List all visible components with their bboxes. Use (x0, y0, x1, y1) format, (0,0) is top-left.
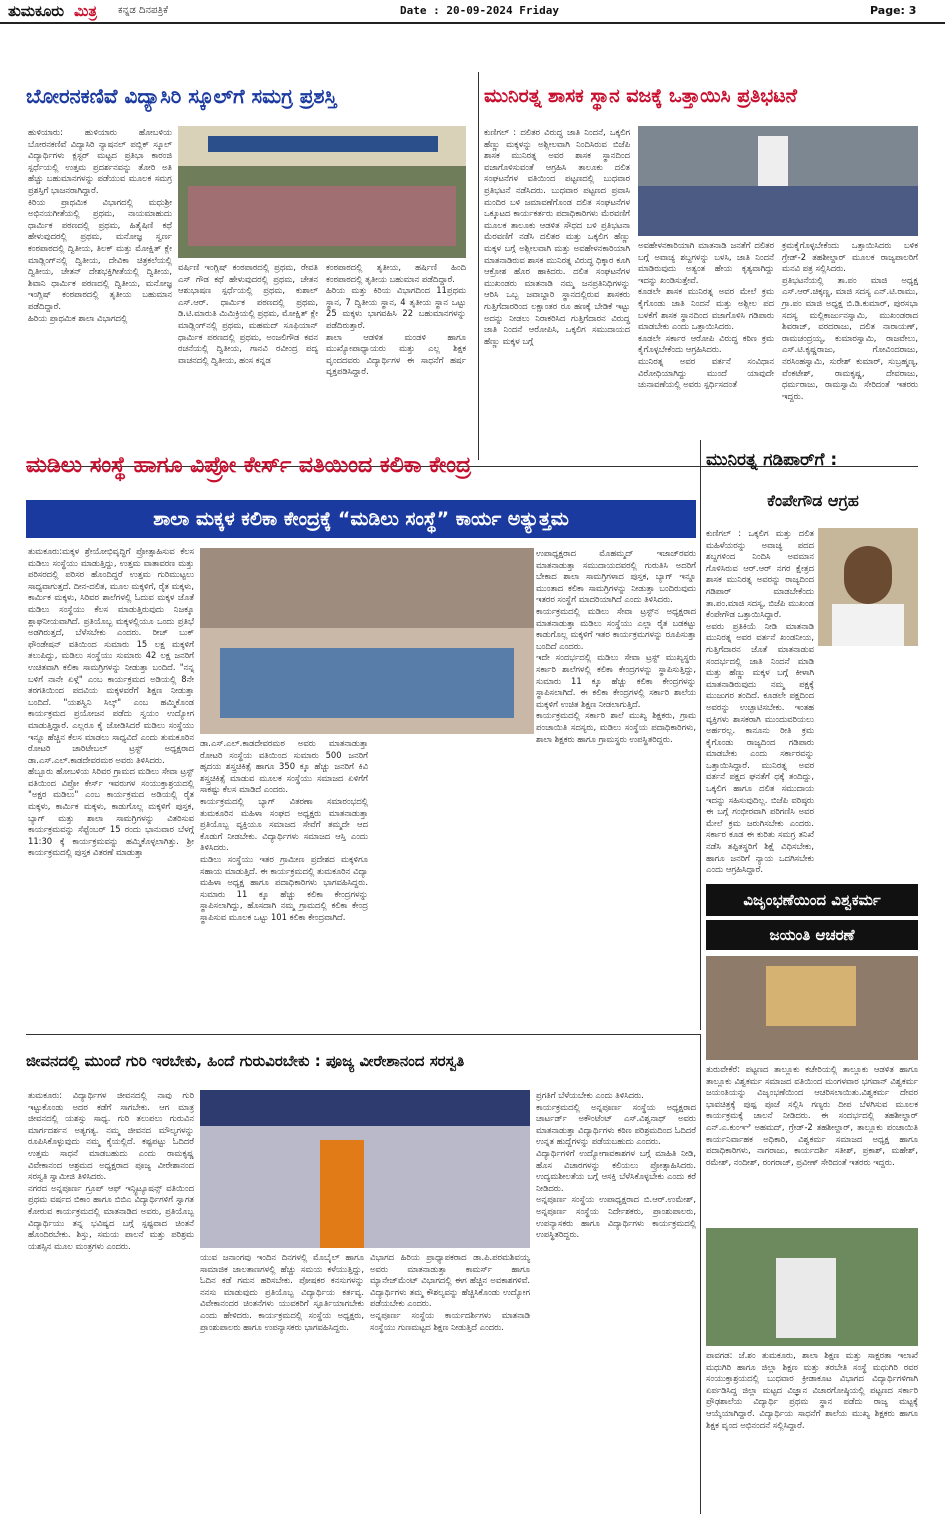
story1-headline: ಬೋರನಕಣಿವೆ ವಿದ್ಯಾಸಿರಿ ಸ್ಕೂಲ್‌ಗೆ ಸಮಗ್ರ ಪ್ರಶಸ್ತಿ (26, 84, 337, 108)
story7-headline: ಜೀವನದಲ್ಲಿ ಮುಂದೆ ಗುರಿ ಇರಬೇಕು, ಹಿಂದೆ ಗುರುವಿರಬೇಕು : ಪೂಜ್ಯ ವೀರೇಶಾನಂದ ಸರಸ್ವತಿ (26, 1052, 465, 1070)
story6-photo (706, 1228, 918, 1346)
story1-col2: ವರ್ಷಿಣಿ ಇಂಗ್ಲಿಷ್ ಕಂಠಪಾಠದಲ್ಲಿ ಪ್ರಥಮ, ರೇವತಿ ಎಸ್ ಗೌಡ ಕಥೆ ಹೇಳುವುದರಲ್ಲಿ ಪ್ರಥಮ, ಚೇತನ ಆಶುಭಾಷಣ ಸ್ಪರ್ಧೆಯಲ್ಲಿ ಪ್ರಥಮ, ಕುಶಾಲ್ ಎಸ್.ಆರ್. ಧಾರ್ಮಿಕ ಪಠಣದಲ್ಲಿ ಪ್ರಥಮ, ಡಿ.ಟಿ.ಮಾರುತಿ ಮಿಮಿಕ್ರಿಯಲ್ಲಿ ಪ್ರಥಮ, ಮೋಕ್ಷಿತ್ ಕ್ಲೇ ಮಾಡ್ಲಿಂಗ್‌ನಲ್ಲಿ ಪ್ರಥಮ, ಮಹಮದ್ ಸೂಫಿಯಾನ್ ಧಾರ್ಮಿಕ ಪಠಣದಲ್ಲಿ ಪ್ರಥಮ, ಅಂಜಲಿಗೌಡ ಕವನ ರಚನೆಯಲ್ಲಿ ದ್ವಿತೀಯ, ಗಾನವಿ ರವೀಂದ್ರ ಪದ್ಯ ವಾಚನದಲ್ಲಿ ದ್ವಿತೀಯ, ಹಂಸ ಕನ್ನಡ (178, 262, 321, 365)
story3-col1: ತುಮಕೂರು:ಮಕ್ಕಳ ಶ್ರೇಯೋಭಿವೃದ್ಧಿಗೆ ಪ್ರೋತ್ಸಾಹಿಸುವ ಕೆಲಸ ಮಡಿಲು ಸಂಸ್ಥೆಯು ಮಾಡುತ್ತಿದ್ದು, ಉತ್ತಮ ವಾತಾವರಣ ಮತ್ತು ಪರಿಸರದಲ್ಲಿ ಪರಿಸರ ಹೊಂದಿದ್ದರೆ ಉತ್ತಮ ಗುರಿಮುಟ್ಟಲು ಸಾಧ್ಯವಾಗುತ್ತದೆ. ದೀನ-ದಲಿತ, ಮೂಲ ಮಕ್ಕಳಿಗೆ, ರೈತ ಮಕ್ಕಳು, ಕಾರ್ಮಿಕ ಮಕ್ಕಳು, ಸಿರಿವರ ಶಾಲೆಗಳಲ್ಲಿ ಓದುವ ಮಕ್ಕಳ ಜೊತೆ ಮಡಿಲು ಸಂಸ್ಥೆಯು ಕೆಲಸ ಮಾಡುತ್ತಿರುವುದು ನಿಜಕ್ಕೂ ಶ್ಲಾಘನೀಯವಾಗಿದೆ. ಪ್ರತಿಯೊಬ್ಬ ಮಕ್ಕಳಲ್ಲಿಯೂ ಒಂದು ಪ್ರತಿಭೆ ಅಡಗಿರುತ್ತದೆ, ಬೆಳೆಸಬೇಕು ಎಂದರು. ರೀಚ್ ಬುಕ್ ಫೌಂಡೇಷನ್ ವತಿಯಿಂದ ಸುಮಾರು 15 ಲಕ್ಷ ಮಕ್ಕಳಿಗೆ ತಲುಪಿದ್ದು, ಮಡಿಲು ಸಂಸ್ಥೆಯು ಸುಮಾರು 42 ಲಕ್ಷ ಜನರಿಗೆ ಉಚಿತವಾಗಿ ಕಲಿಕಾ ಸಾಮಗ್ರಿಗಳನ್ನು ನೀಡುತ್ತಾ ಬಂದಿದೆ. "ನನ್ನ ಬಳಿಗೆ ನಾನೇ ಏಳ್ಗೆ" ಎಂಬ ಕಾರ್ಯಕ್ರಮದ ಅಡಿಯಲ್ಲಿ 8ನೇ ತರಗತಿಯಿಂದ ಪದವಿಯ ಮಕ್ಕಳವರೆಗೆ ಶಿಕ್ಷಣ ನೀಡುತ್ತಾ ಬಂದಿದೆ. "ಯಶಸ್ವಿನಿ ಸಿಲ್ಕ್" ಎಂಬ ಹಮ್ಮಿಕೊಂಡ ಕಾರ್ಯಕ್ರಮದ ಪ್ರಯೋಜನ ಪಡೆದು ಸ್ವಯಂ ಉದ್ಯೋಗ ಮಾಡುತ್ತಿದ್ದಾರೆ. ಎಲ್ಲರೂ ಕೈ ಜೋಡಿಸಿದರೆ ಮಡಿಲು ಸಂಸ್ಥೆಯು ಇನ್ನೂ ಹೆಚ್ಚಿನ ಕೆಲಸ ಮಾಡಲು ಸಾಧ್ಯವಿದೆ ಎಂದು ತುಮಕೂರಿನ ರೋಟರಿ ಚಾರಿಟೇಬಲ್ ಟ್ರಸ್ಟ್ ಅಧ್ಯಕ್ಷರಾದ ಡಾ.ಎಸ್.ಎಲ್.ಕಾಡದೇವರಮಠ ಅವರು ತಿಳಿಸಿದರು. ಹೆಬ್ಬೂರು ಹೋಬಳಿಯ ಸಿರಿವರ ಗ್ರಾಮದ ಮಡಿಲು ಸೇವಾ ಟ್ರಸ್ಟ್ ವತಿಯಿಂದ ವಿಪ್ರೋ ಕೇರ್ಸ್ ಇವರುಗಳ ಸಂಯುಕ್ತಾಶ್ರಯದಲ್ಲಿ "ಅಕ್ಷರ ಮಡಿಲು" ಎಂಬ ಕಾರ್ಯಕ್ರಮದ ಅಡಿಯಲ್ಲಿ ರೈತ ಮಕ್ಕಳು, ಕಾರ್ಮಿಕ ಮಕ್ಕಳು, ಕಾಡುಗೊಲ್ಲ ಮಕ್ಕಳಿಗೆ ಪುಸ್ತಕ, ಬ್ಯಾಗ್ ಮತ್ತು ಶಾಲಾ ಸಾಮಗ್ರಿಗಳನ್ನು ವಿತರಿಸುವ ಕಾರ್ಯಕ್ರಮವನ್ನು ಸೆಪ್ಟೆಂಬರ್ 15 ರಂದು ಭಾನುವಾರ ಬೆಳಗ್ಗೆ 11:30 ಕ್ಕೆ ಕಾರ್ಯಕ್ರಮವನ್ನು ಹಮ್ಮಿಕೊಳ್ಳಲಾಗಿತ್ತು. ಶ್ರೀ ಕಾರ್ಯಕ್ರಮದಲ್ಲಿ ಪುಸ್ತಕ ವಿತರಣೆ ಮಾಡುತ್ತಾ (28, 546, 194, 858)
masthead-rule (0, 22, 945, 24)
masthead-name: ತುಮಕೂರು (8, 2, 65, 20)
masthead (0, 0, 945, 22)
story2-headline: ಮುನಿರತ್ನ ಶಾಸಕ ಸ್ಥಾನ ವಜಕ್ಕೆ ಒತ್ತಾಯಿಸಿ ಪ್ರತಿಭಟನೆ (484, 85, 798, 107)
story1-col1: ಹುಳಿಯಾರು: ಹುಳಿಯಾರು ಹೋಬಳಿಯ ಬೋರನಕಣಿವೆ ವಿದ್ಯಾಸಿರಿ ನ್ಯಾಷನಲ್ ಪಬ್ಲಿಕ್ ಸ್ಕೂಲ್ ವಿದ್ಯಾರ್ಥಿಗಳು ಕ್ಲಸ್ಟರ್ ಮಟ್ಟದ ಪ್ರತಿಭಾ ಕಾರಂಜಿ ಸ್ಪರ್ಧೆಯಲ್ಲಿ ಉತ್ತಮ ಪ್ರದರ್ಶನವನ್ನು ತೋರಿ ಅತಿ ಹೆಚ್ಚು ಬಹುಮಾನಗಳನ್ನು ಪಡೆಯುವ ಮೂಲಕ ಸಮಗ್ರ ಪ್ರಶಸ್ತಿಗೆ ಭಾಜನರಾಗಿದ್ದಾರೆ. ಕಿರಿಯ ಪ್ರಾಥಮಿಕ ವಿಭಾಗದಲ್ಲಿ ಮಧುಶ್ರೀ ಅಭಿನಯಗೀತೆಯಲ್ಲಿ ಪ್ರಥಮ, ನಾಯಮಾಹುದು ಧಾರ್ಮಿಕ ಪಠಣದಲ್ಲಿ ಪ್ರಥಮ, ಹಿತೈಷಿಣಿ ಕಥೆ ಹೇಳುವುದರಲ್ಲಿ ಪ್ರಥಮ, ಮನೋಜ್ಞ ಸ್ವರ್ಣ ಕಂಠಪಾಠದಲ್ಲಿ ದ್ವಿತೀಯ, ತಿಲಕ್ ಮತ್ತು ಮೋಕ್ಷಿತ್ ಕ್ಲೇ ಮಾಡ್ಲಿಂಗ್‌ನಲ್ಲಿ ದ್ವಿತೀಯ, ದೇವಿಕಾ ಚಿತ್ರಕಲೆಯಲ್ಲಿ ದ್ವಿತೀಯ, ಚೇತನ್ ದೇಶಭಕ್ತಿಗೀತೆಯಲ್ಲಿ ದ್ವಿತೀಯ, ಶಿವಾನಿ ಧಾರ್ಮಿಕ ಪಠಣದಲ್ಲಿ ದ್ವಿತೀಯ, ಮನೋಜ್ಞ ಇಂಗ್ಲಿಷ್ ಕಂಠಪಾಠದಲ್ಲಿ ತೃತೀಯ ಬಹುಮಾನ ಪಡೆದಿದ್ದಾರೆ. ಹಿರಿಯ ಪ್ರಾಥಮಿಕ ಶಾಲಾ ವಿಭಾಗದಲ್ಲಿ (28, 127, 172, 323)
story7-col3: ವಿಭಾಗದ ಹಿರಿಯ ಪ್ರಾಧ್ಯಾಪಕರಾದ ಡಾ.ಪಿ.ಪರಮಶಿವಯ್ಯ ಅವರು ಮಾತನಾಡುತ್ತಾ ಕಾಮರ್ಸ್ ಹಾಗೂ ಮ್ಯಾನೇಜ್‌ಮೆಂಟ್ ವಿಭಾಗದಲ್ಲಿ ಈಗ ಹೆಚ್ಚಿನ ಅವಕಾಶಗಳಿವೆ. ವಿದ್ಯಾರ್ಥಿಗಳು ತಮ್ಮ ಕೌಶಲ್ಯವನ್ನು ಹೆಚ್ಚಿಸಿಕೊಂಡು ಉದ್ಯೋಗ ಪಡೆಯಬೇಕು ಎಂದರು. ಅನ್ನಪೂರ್ಣ ಸಂಸ್ಥೆಯ ಕಾರ್ಯದರ್ಶಿಗಳು ಮಾತನಾಡಿ ಸಂಸ್ಥೆಯು ಗುಣಮಟ್ಟದ ಶಿಕ್ಷಣ ನೀಡುತ್ತಿದೆ ಎಂದರು. (370, 1252, 530, 1332)
story5-headline1: ವಿಜೃಂಭಣೆಯಿಂದ ವಿಶ್ವಕರ್ಮ (706, 884, 918, 916)
story2-col3: ಕ್ರಮಕೈಗೊಳ್ಳಬೇಕೆಂದು ಒತ್ತಾಯಿಸಿದರು ಬಳಿಕ ಗ್ರೇಡ್-2 ತಹಶೀಲ್ದಾರ್ ಮೂಲಕ ರಾಜ್ಯಪಾಲರಿಗೆ ಮನವಿ ಪತ್ರ ಸಲ್ಲಿಸಿದರು. ಪ್ರತಿಭಟನೆಯಲ್ಲಿ ತಾ.ಪಂ ಮಾಜಿ ಅಧ್ಯಕ್ಷ ಎಸ್.ಆರ್.ಚಿಕ್ಕಣ್ಣ, ಮಾಜಿ ಸದಸ್ಯ ಎನ್.ಟಿ.ರಾಮು, ಗ್ರಾ.ಪಂ ಮಾಜಿ ಅಧ್ಯಕ್ಷ ಬಿ.ಡಿ.ಕುಮಾರ್, ಪುರಸಭಾ ಸದಸ್ಯ ಮಲ್ಲಿಕಾರ್ಜುನಸ್ವಾಮಿ, ಮುಖಂಡರಾದ ಶಿವರಾಜ್, ವರದರಾಜು, ದಲಿತ ನಾರಾಯಣ್, ರಾಮಚಂದ್ರಯ್ಯ, ಕುಮಾರಸ್ವಾಮಿ, ರಾಜವೇಲು, ಎಸ್.ಟಿ.ಕೃಷ್ಣರಾಜು, ಗೋವಿಂದರಾಜು, ನರಸಿಂಹಸ್ವಾಮಿ, ಸುರೇಶ್ ಕುಮಾರ್, ಸುಬ್ರಹ್ಮಣ್ಯ, ವೆಂಕಟೇಶ್, ರಾಮಕೃಷ್ಣ, ದೇವರಾಜು, ಧರ್ಮರಾಜು, ರಾಮಸ್ವಾಮಿ ಸೇರಿದಂತೆ ಇತರರು ಇದ್ದರು. (782, 240, 918, 401)
story7-photo (200, 1090, 530, 1248)
story3-headline: ಮಡಿಲು ಸಂಸ್ಥೆ ಹಾಗೂ ವಿಪ್ರೋ ಕೇರ್ಸ್ ವತಿಯಿಂದ ಕಲಿಕಾ ಕೇಂದ್ರ (26, 453, 472, 478)
divider-mid-vertical (700, 440, 701, 1030)
story1-photo (178, 126, 466, 258)
story3-col2: ಡಾ.ಎಸ್.ಎಲ್.ಕಾಡದೇವರಮಠ ಅವರು ಮಾತನಾಡುತ್ತಾ ರೋಟರಿ ಸಂಸ್ಥೆಯ ವತಿಯಿಂದ ಸುಮಾರು 500 ಜನರಿಗೆ ಹೃದಯ ಶಸ್ತ್ರಚಿಕಿತ್ಸೆ ಹಾಗೂ 350 ಕ್ಕೂ ಹೆಚ್ಚು ಜನರಿಗೆ ಕಿವಿ ಶಸ್ತ್ರಚಿಕಿತ್ಸೆ ಮಾಡುವ ಮೂಲಕ ಸಂಸ್ಥೆಯು ಸಮಾಜದ ಏಳಿಗೆಗೆ ಸಾಕಷ್ಟು ಕೆಲಸ ಮಾಡಿದೆ ಎಂದರು. ಕಾರ್ಯಕ್ರಮದಲ್ಲಿ ಬ್ಯಾಗ್ ವಿತರಣಾ ಸಮಾರಂಭದಲ್ಲಿ ತುಮಕೂರಿನ ಮಹಿಳಾ ಸಂಘದ ಅಧ್ಯಕ್ಷರು ಮಾತನಾಡುತ್ತಾ ಪ್ರತಿಯೊಬ್ಬ ವ್ಯಕ್ತಿಯೂ ಸಮಾಜದ ಸೇವೆಗೆ ತಮ್ಮದೇ ಆದ ಕೊಡುಗೆ ನೀಡಬೇಕು. ವಿದ್ಯಾರ್ಥಿಗಳು ಸಮಾಜದ ಆಸ್ತಿ ಎಂದು ತಿಳಿಸಿದರು. ಮಡಿಲು ಸಂಸ್ಥೆಯು ಇತರ ಗ್ರಾಮೀಣ ಪ್ರದೇಶದ ಮಕ್ಕಳಿಗೂ ಸಹಾಯ ಮಾಡುತ್ತಿದೆ. ಈ ಕಾರ್ಯಕ್ರಮದಲ್ಲಿ ತುಮಕೂರಿನ ವಿದ್ಯಾ ಮಹಿಳಾ ಅಧ್ಯಕ್ಷ ಹಾಗೂ ಪದಾಧಿಕಾರಿಗಳು ಭಾಗವಹಿಸಿದ್ದರು. ಸುಮಾರು 11 ಕ್ಕೂ ಹೆಚ್ಚು ಕಲಿಕಾ ಕೇಂದ್ರಗಳನ್ನು ಸ್ಥಾಪಿಸಲಾಗಿದ್ದು, ಹೊಸದಾಗಿ ನಮ್ಮ ಗ್ರಾಮದಲ್ಲಿ ಕಲಿಕಾ ಕೇಂದ್ರ ಸ್ಥಾಪಿಸುವ ಮೂಲಕ ಒಟ್ಟು 101 ಕಲಿಕಾ ಕೇಂದ್ರವಾಗಿದೆ. (200, 738, 368, 922)
story4-headline1: ಮುನಿರತ್ನ ಗಡಿಪಾರ್‌ಗೆ : (706, 450, 838, 470)
masthead-page: Page: 3 (870, 4, 917, 17)
masthead-name2: ಮಿತ್ರ (74, 2, 97, 20)
story4-col1: ಕುಣಿಗಲ್ : ಒಕ್ಕಲಿಗ ಮತ್ತು ದಲಿತ ಮಹಿಳೆಯರನ್ನು ಅವಾಚ್ಯ ಪದದ ಶಬ್ದಗಳಿಂದ ನಿಂದಿಸಿ ಅವಮಾನ ಗೊಳಿಸಿರುವ ಆರ್.ಆರ್ ನಗರ ಕ್ಷೇತ್ರದ ಶಾಸಕ ಮುನಿರತ್ನ ಅವರನ್ನು ರಾಜ್ಯದಿಂದ ಗಡಿಪಾರ್ ಮಾಡಬೇಕೆಂದು ತಾ.ಪಂ.ಮಾಜಿ ಸದಸ್ಯ, ಬಿಜೆಪಿ ಮುಖಂಡ ಕೆಂಪೇಗೌಡ ಒತ್ತಾಯಿಸಿದ್ದಾರೆ. ಅವರು ಪ್ರತಿಕಿಯೆ ನೀಡಿ ಮಾತನಾಡಿ ಮುನಿರತ್ನ ಅವರ ವರ್ತನೆ ಖಂಡನೀಯ, ಗುತ್ತಿಗೆದಾರನ ಜೊತೆ ಮಾತನಾಡುವ ಸಂದರ್ಭದಲ್ಲಿ ಜಾತಿ ನಿಂದನೆ ಮಾಡಿ ಮತ್ತು ಹೆಣ್ಣು ಮಕ್ಕಳ ಬಗ್ಗೆ ಕೀಳಾಗಿ ಮಾತನಾಡಿರುವುದು ನಮ್ಮ ಪಕ್ಷಕ್ಕೆ ಮುಜುಗರ ತಂದಿದೆ. ಕೂಡಲೇ ಪಕ್ಷದಿಂದ ಅವರನ್ನು ಉಚ್ಛಾಟಿಸಬೇಕು. ಇಂತಹ ವ್ಯಕ್ತಿಗಳು ಶಾಸಕರಾಗಿ ಮುಂದುವರಿಯಲು ಅರ್ಹರಲ್ಲ. ಕಾನೂನು ರೀತಿ ಕ್ರಮ ಕೈಗೊಂಡು ರಾಜ್ಯದಿಂದ ಗಡಿಪಾರು ಮಾಡಬೇಕು ಎಂದು ಸರ್ಕಾರವನ್ನು ಒತ್ತಾಯಿಸಿದ್ದಾರೆ. ಮುನಿರತ್ನ ಅವರ ವರ್ತನೆ ಪಕ್ಷದ ಘನತೆಗೆ ಧಕ್ಕೆ ತಂದಿದ್ದು, ಒಕ್ಕಲಿಗ ಹಾಗೂ ದಲಿತ ಸಮುದಾಯ ಇದನ್ನು ಸಹಿಸುವುದಿಲ್ಲ. ಬಿಜೆಪಿ ವರಿಷ್ಠರು ಈ ಬಗ್ಗೆ ಗಂಭೀರವಾಗಿ ಪರಿಗಣಿಸಿ ಅವರ ಮೇಲೆ ಕ್ರಮ ಜರುಗಿಸಬೇಕು ಎಂದರು. ಸರ್ಕಾರ ಕೂಡ ಈ ಕುರಿತು ಸಮಗ್ರ ತನಿಖೆ ನಡೆಸಿ ತಪ್ಪಿತಸ್ಥರಿಗೆ ಶಿಕ್ಷೆ ವಿಧಿಸಬೇಕು, ಹಾಗೂ ಜನರಿಗೆ ನ್ಯಾಯ ಒದಗಿಸಬೇಕು ಎಂದು ಆಗ್ರಹಿಸಿದ್ದಾರೆ. (706, 528, 814, 875)
story5-headline2: ಜಯಂತಿ ಆಚರಣೆ (706, 920, 918, 950)
story7-col2: ಯುವ ಜನಾಂಗವು ಇಂದಿನ ದಿನಗಳಲ್ಲಿ ಮೊಬೈಲ್ ಹಾಗೂ ಸಾಮಾಜಿಕ ಜಾಲತಾಣಗಳಲ್ಲಿ ಹೆಚ್ಚು ಸಮಯ ಕಳೆಯುತ್ತಿದ್ದು, ಓದಿನ ಕಡೆ ಗಮನ ಹರಿಸಬೇಕು. ಪೋಷಕರ ಕನಸುಗಳನ್ನು ನನಸು ಮಾಡುವುದು ಪ್ರತಿಯೊಬ್ಬ ವಿದ್ಯಾರ್ಥಿಯ ಕರ್ತವ್ಯ. ವಿವೇಕಾನಂದರ ಚಿಂತನೆಗಳು ಯುವಕರಿಗೆ ಸ್ಫೂರ್ತಿಯಾಗಬೇಕು ಎಂದು ಹೇಳಿದರು. ಕಾರ್ಯಕ್ರಮದಲ್ಲಿ ಸಂಸ್ಥೆಯ ಅಧ್ಯಕ್ಷರು, ಪ್ರಾಂಶುಪಾಲರು ಹಾಗೂ ಉಪನ್ಯಾಸಕರು ಭಾಗವಹಿಸಿದ್ದರು. (200, 1252, 367, 1332)
story2-col1: ಕುಣಿಗಲ್ : ದಲಿತರ ವಿರುದ್ಧ ಜಾತಿ ನಿಂದನೆ, ಒಕ್ಕಲಿಗ ಹೆಣ್ಣು ಮಕ್ಕಳನ್ನು ಅಶ್ಲೀಲವಾಗಿ ನಿಂದಿಸಿರುವ ಬಿಜೆಪಿ ಶಾಸಕ ಮುನಿರತ್ನ ಅವರ ಶಾಸಕ ಸ್ಥಾನದಿಂದ ವಜಾಗೊಳಿಸುವಂತೆ ಆಗ್ರಹಿಸಿ ತಾಲೂಕು ದಲಿತ ಸಂಘಟನೆಗಳ ವತಿಯಿಂದ ಪಟ್ಟಣದಲ್ಲಿ ಬುಧವಾರ ಪ್ರತಿಭಟನೆ ನಡೆಸಿದರು. ಬುಧವಾರ ಪಟ್ಟಣದ ಪ್ರವಾಸಿ ಮಂದಿರ ಬಳಿ ಜಮಾವಣೆಗೊಂಡ ದಲಿತ ಸಂಘಟನೆಗಳ ಒಕ್ಕೂಟದ ಕಾರ್ಯಕರ್ತರು ಪದಾಧಿಕಾರಿಗಳು ಮೆರವಣಿಗೆ ಮೂಲಕ ತಾಲೂಕು ಆಡಳಿತ ಸೌಧದ ಬಳಿ ಪ್ರತಿಭಟನಾ ಮೆರವಣಿಗೆ ನಡೆಸಿ ದಲಿತರ ಮತ್ತು ಒಕ್ಕಲಿಗ ಹೆಣ್ಣು ಮಕ್ಕಳ ಬಗ್ಗೆ ಅಶ್ಲೀಲವಾಗಿ ಮತ್ತು ಅವಹೇಳನಕಾರಿಯಾಗಿ ಮಾತನಾಡಿರುವ ಶಾಸಕ ಮುನಿರತ್ನ ವಿರುದ್ಧ ಧಿಕ್ಕಾರ ಕೂಗಿ ಆಕ್ರೋಶ ಹೊರ ಹಾಕಿದರು. ದಲಿತ ಸಂಘಟನೆಗಳ ಮುಖಂಡರು ಮಾತನಾಡಿ ನಮ್ಮ ಜನಪ್ರತಿನಿಧಿಗಳನ್ನು ಆರಿಸಿ ಒಬ್ಬ ಜವಾಬ್ದಾರಿ ಸ್ಥಾನದಲ್ಲಿರುವ ಶಾಸಕರು ಗುತ್ತಿಗೆದಾರರಿಂದ ಲಕ್ಷಾಂತರ ರೂ ಹಣಕ್ಕೆ ಬೇಡಿಕೆ ಇಟ್ಟು ಅದನ್ನು ನೀಡಲು ನಿರಾಕರಿಸಿದ ಗುತ್ತಿಗೆದಾರನ ವಿರುದ್ಧ ಜಾತಿ ನಿಂದನೆ ಆರೋಪಿಸಿ, ಒಕ್ಕಲಿಗ ಸಮುದಾಯದ ಹೆಣ್ಣು ಮಕ್ಕಳ ಬಗ್ಗೆ (484, 127, 633, 346)
story1-col3: ಕಂಠಪಾಠದಲ್ಲಿ ತೃತೀಯ, ಹರ್ಷಿಣಿ ಹಿಂದಿ ಕಂಠಪಾಠದಲ್ಲಿ ತೃತೀಯ ಬಹುಮಾನ ಪಡೆದಿದ್ದಾರೆ. ಹಿರಿಯ ಮತ್ತು ಕಿರಿಯ ವಿಭಾಗದಿಂದ 11ಪ್ರಥಮ ಸ್ಥಾನ, 7 ದ್ವಿತೀಯ ಸ್ಥಾನ, 4 ತೃತೀಯ ಸ್ಥಾನ ಒಟ್ಟು 25 ಮಕ್ಕಳು ಭಾಗವಹಿಸಿ 22 ಬಹುಮಾನಗಳನ್ನು ಪಡೆದಿರುತ್ತಾರೆ. ಶಾಲಾ ಆಡಳಿತ ಮಂಡಳಿ ಹಾಗೂ ಮುಖ್ಯೋಪಾಧ್ಯಾಯರು ಮತ್ತು ಎಲ್ಲ ಶಿಕ್ಷಕ ವೃಂದದವರು ವಿದ್ಯಾರ್ಥಿಗಳ ಈ ಸಾಧನೆಗೆ ಹರ್ಷ ವ್ಯಕ್ತಪಡಿಸಿದ್ದಾರೆ. (326, 262, 466, 377)
divider-top-vertical (478, 72, 479, 460)
story3-col3: ಉಪಾಧ್ಯಕ್ಷರಾದ ಮೊಹಮ್ಮದ್ ಇಜಾಜ್‌ರವರು ಮಾತನಾಡುತ್ತಾ ಸಮುದಾಯದವರಲ್ಲಿ ಗುರುತಿಸಿ ಅದರಿಗೆ ಬೇಕಾದ ಶಾಲಾ ಸಾಮಗ್ರಿಗಳಾದ ಪುಸ್ತಕ, ಬ್ಯಾಗ್ ಇನ್ನೂ ಮುಂತಾದ ಕಲಿಕಾ ಸಾಮಗ್ರಿಗಳನ್ನು ನೀಡುತ್ತಾ ಬಂದಿರುವುದು ಇತರರ ಸಂಸ್ಥೆಗೆ ಮಾದರಿಯಾಗಿದೆ ಎಂದು ತಿಳಿಸಿದರು. ಕಾರ್ಯಕ್ರಮದಲ್ಲಿ ಮಡಿಲು ಸೇವಾ ಟ್ರಸ್ಟ್‌ನ ಅಧ್ಯಕ್ಷರಾದ ಮಾತನಾಡುತ್ತಾ ಮಡಿಲು ಸಂಸ್ಥೆಯು ಎಲ್ಲಾ ರೈತ ಬಡಕಟ್ಟು ಕಾಡುಗೊಲ್ಲ ಮಕ್ಕಳಿಗೆ ಇತರ ಕಾರ್ಯಕ್ರಮಗಳನ್ನು ರೂಪಿಸುತ್ತಾ ಬಂದಿದೆ ಎಂದರು. ಇದೇ ಸಂದರ್ಭದಲ್ಲಿ ಮಡಿಲು ಸೇವಾ ಟ್ರಸ್ಟ್ ಮುಖ್ಯಸ್ಥರು ಸರ್ಕಾರಿ ಶಾಲೆಗಳಲ್ಲಿ ಕಲಿಕಾ ಕೇಂದ್ರಗಳನ್ನು ಸ್ಥಾಪಿಸುತ್ತಿದ್ದು, ಸುಮಾರು 11 ಕ್ಕೂ ಹೆಚ್ಚು ಕಲಿಕಾ ಕೇಂದ್ರಗಳನ್ನು ಸ್ಥಾಪಿಸಲಾಗಿದೆ. ಈ ಕಲಿಕಾ ಕೇಂದ್ರಗಳಲ್ಲಿ ಸರ್ಕಾರಿ ಶಾಲೆಯ ಮಕ್ಕಳಿಗೆ ಉಚಿತ ಶಿಕ್ಷಣ ನೀಡಲಾಗುತ್ತಿದೆ. ಕಾರ್ಯಕ್ರಮದಲ್ಲಿ ಸರ್ಕಾರಿ ಶಾಲೆ ಮುಖ್ಯ ಶಿಕ್ಷಕರು, ಗ್ರಾಮ ಪಂಚಾಯಿತಿ ಸದಸ್ಯರು, ಮಡಿಲು ಸಂಸ್ಥೆಯ ಪದಾಧಿಕಾರಿಗಳು, ಶಾಲಾ ಶಿಕ್ಷಕರು ಹಾಗೂ ಗ್ರಾಮಸ್ಥರು ಉಪಸ್ಥಿತರಿದ್ದರು. (536, 548, 696, 744)
story7-col4: ಪ್ರಗತಿಗೆ ಬೆಳೆಯಬೇಕು ಎಂದು ತಿಳಿಸಿದರು. ಕಾರ್ಯಕ್ರಮದಲ್ಲಿ ಅನ್ನಪೂರ್ಣ ಸಂಸ್ಥೆಯ ಅಧ್ಯಕ್ಷರಾದ ಚಾರ್ಟರ್ಡ್ ಅಕೌಂಟೆಂಟ್ ಎಸ್.ವಿಶ್ವನಾಥ್ ಅವರು ಮಾತನಾಡುತ್ತಾ ವಿದ್ಯಾರ್ಥಿಗಳು ಕಠಿಣ ಪರಿಶ್ರಮದಿಂದ ಓದಿದರೆ ಉನ್ನತ ಹುದ್ದೆಗಳನ್ನು ಪಡೆಯಬಹುದು ಎಂದರು. ವಿದ್ಯಾರ್ಥಿಗಳಿಗೆ ಉದ್ಯೋಗಾವಕಾಶಗಳ ಬಗ್ಗೆ ಮಾಹಿತಿ ನೀಡಿ, ಹೊಸ ವಿಚಾರಗಳನ್ನು ಕಲಿಯಲು ಪ್ರೋತ್ಸಾಹಿಸಿದರು. ಉದ್ಯಮಶೀಲತೆಯ ಬಗ್ಗೆ ಆಸಕ್ತಿ ಬೆಳೆಸಿಕೊಳ್ಳಬೇಕು ಎಂದು ಕರೆ ನೀಡಿದರು. ಅನ್ನಪೂರ್ಣ ಸಂಸ್ಥೆಯ ಉಪಾಧ್ಯಕ್ಷರಾದ ಬಿ.ಆರ್.ಉಮೇಶ್, ಅನ್ನಪೂರ್ಣ ಸಂಸ್ಥೆಯ ನಿರ್ದೇಶಕರು, ಪ್ರಾಂಶುಪಾಲರು, ಉಪನ್ಯಾಸಕರು ಹಾಗೂ ವಿದ್ಯಾರ್ಥಿಗಳು ಕಾರ್ಯಕ್ರಮದಲ್ಲಿ ಉಪಸ್ಥಿತರಿದ್ದರು. (536, 1090, 696, 1240)
story3-photo (200, 548, 534, 734)
story5-col1: ತುರುವೇಕೆರೆ: ಪಟ್ಟಣದ ತಾಲ್ಲೂಕು ಕಚೇರಿಯಲ್ಲಿ ತಾಲ್ಲೂಕು ಆಡಳಿತ ಹಾಗೂ ತಾಲ್ಲೂಕು ವಿಶ್ವಕರ್ಮ ಸಮಾಜದ ವತಿಯಿಂದ ಮಂಗಳವಾರ ಭಗವಾನ್ ವಿಶ್ವಕರ್ಮ ಜಯಂತಿಯನ್ನು ವಿಜೃಂಭಣೆಯಿಂದ ಆಚರಿಸಲಾಯಿತು.ವಿಶ್ವಕರ್ಮ ದೇವರ ಭಾವಚಿತ್ರಕ್ಕೆ ಪುಷ್ಪ ಪೂಜೆ ಸಲ್ಲಿಸಿ ಗಣ್ಯರು ದೀಪ ಬೆಳಗಿಸುವ ಮೂಲಕ ಕಾರ್ಯಕ್ರಮಕ್ಕೆ ಚಾಲನೆ ನೀಡಿದರು. ಈ ಸಂದರ್ಭದಲ್ಲಿ ತಹಶೀಲ್ದಾರ್ ಎನ್.ಎ.ಕುಂಞಿ ಅಹಮದ್, ಗ್ರೇಡ್-2 ತಹಶೀಲ್ದಾರ್, ತಾಲ್ಲೂಕು ಪಂಚಾಯಿತಿ ಕಾರ್ಯನಿರ್ವಾಹಕ ಅಧಿಕಾರಿ, ವಿಶ್ವಕರ್ಮ ಸಮಾಜದ ಅಧ್ಯಕ್ಷ ಹಾಗೂ ಪದಾಧಿಕಾರಿಗಳು, ನಾಗರಾಜು, ಕಾರ್ಯದರ್ಶಿ ಸತೀಶ್, ಪ್ರಕಾಶ್, ಮಹೇಶ್, ರಮೇಶ್, ನಂದೀಶ್, ರಂಗರಾಜ್, ಪ್ರವೀಣ್ ಸೇರಿದಂತೆ ಇತರರು ಇದ್ದರು. (706, 1064, 921, 1167)
divider-bottom-vertical (700, 1034, 701, 1514)
story5-photo (706, 956, 918, 1060)
story4-portrait (818, 528, 918, 646)
story4-headline2: ಕೆಂಪೇಗೌಡ ಆಗ್ರಹ (767, 491, 859, 510)
divider-band2 (26, 1034, 700, 1035)
masthead-date: Date : 20-09-2024 Friday (400, 4, 559, 17)
story6-col1: ಪಾವಗಡ: ಜೆ.ಶಂ ತುಮಕೂರು, ಶಾಲಾ ಶಿಕ್ಷಣ ಮತ್ತು ಸಾಕ್ಷರತಾ ಇಲಾಖೆ ಮಧುಗಿರಿ ಹಾಗೂ ಜಿಲ್ಲಾ ಶಿಕ್ಷಣ ಮತ್ತು ತರಬೇತಿ ಸಂಸ್ಥೆ ಮಧುಗಿರಿ ರವರ ಸಂಯುಕ್ತಾಶ್ರಯದಲ್ಲಿ ಬುಧವಾರ ಕ್ರೀಡಾಕೂಟ ವಿಭಾಗದ ವಿದ್ಯಾರ್ಥಿಗಳಿಗಾಗಿ ಏರ್ಪಡಿಸಿದ್ದ ಜಿಲ್ಲಾ ಮಟ್ಟದ ವಿಜ್ಞಾನ ವಿಚಾರಗೋಷ್ಠಿಯಲ್ಲಿ ಪಟ್ಟಣದ ಸರ್ಕಾರಿ ಪ್ರೌಢಶಾಲೆಯ ವಿದ್ಯಾರ್ಥಿ ಪ್ರಥಮ ಸ್ಥಾನ ಪಡೆದು ರಾಜ್ಯ ಮಟ್ಟಕ್ಕೆ ಆಯ್ಕೆಯಾಗಿದ್ದಾರೆ. ವಿದ್ಯಾರ್ಥಿಯ ಸಾಧನೆಗೆ ಶಾಲೆಯ ಮುಖ್ಯ ಶಿಕ್ಷಕರು ಹಾಗೂ ಶಿಕ್ಷಕ ವೃಂದ ಅಭಿನಂದನೆ ಸಲ್ಲಿಸಿದ್ದಾರೆ. (706, 1350, 921, 1430)
story7-col1: ತುಮಕೂರು: ವಿದ್ಯಾರ್ಥಿಗಳ ಜೀವನದಲ್ಲಿ ನಾವು ಗುರಿ ಇಟ್ಟುಕೊಂಡು ಅದರ ಕಡೆಗೆ ಸಾಗಬೇಕು. ಆಗ ಮಾತ್ರ ಜೀವನದಲ್ಲಿ ಯಶಸ್ಸು ಸಾಧ್ಯ. ಗುರಿ ತಲುಪಲು ಗುರುವಿನ ಮಾರ್ಗದರ್ಶನ ಅತ್ಯಗತ್ಯ. ನಮ್ಮ ಜೀವನದ ಮೌಲ್ಯಗಳನ್ನು ರೂಪಿಸಿಕೊಳ್ಳುವುದು ನಮ್ಮ ಕೈಯಲ್ಲಿದೆ. ಕಷ್ಟಪಟ್ಟು ಓದಿದರೆ ಉತ್ತಮ ಸಾಧನೆ ಮಾಡಬಹುದು ಎಂದು ರಾಮಕೃಷ್ಣ ವಿವೇಕಾನಂದ ಆಶ್ರಮದ ಅಧ್ಯಕ್ಷರಾದ ಪೂಜ್ಯ ವೀರೇಶಾನಂದ ಸರಸ್ವತಿ ಸ್ವಾಮೀಜಿ ತಿಳಿಸಿದರು. ನಗರದ ಅನ್ನಪೂರ್ಣ ಗ್ರೂಪ್ ಆಫ್ ಇನ್ಸ್ಟಿಟ್ಯೂಷನ್ಸ್ ವತಿಯಿಂದ ಪ್ರಥಮ ವರ್ಷದ ಬಿಕಾಂ ಹಾಗೂ ಬಿಬಿಎ ವಿದ್ಯಾರ್ಥಿಗಳಿಗೆ ಸ್ವಾಗತ ಕೋರುವ ಕಾರ್ಯಕ್ರಮದಲ್ಲಿ ಮಾತನಾಡಿದ ಅವರು, ಪ್ರತಿಯೊಬ್ಬ ವಿದ್ಯಾರ್ಥಿಯು ತನ್ನ ಭವಿಷ್ಯದ ಬಗ್ಗೆ ಸ್ಪಷ್ಟವಾದ ಚಿಂತನೆ ಹೊಂದಿರಬೇಕು. ಶಿಸ್ತು, ಸಮಯ ಪಾಲನೆ ಮತ್ತು ಪರಿಶ್ರಮ ಯಶಸ್ಸಿನ ಮೂಲ ಮಂತ್ರಗಳು ಎಂದರು. (28, 1090, 194, 1251)
story3-subhead: ಶಾಲಾ ಮಕ್ಕಳ ಕಲಿಕಾ ಕೇಂದ್ರಕ್ಕೆ “ಮಡಿಲು ಸಂಸ್ಥೆ” ಕಾರ್ಯ ಅತ್ಯುತ್ತಮ (26, 500, 696, 538)
story2-col2: ಅವಹೇಳನಕಾರಿಯಾಗಿ ಮಾತನಾಡಿ ಜನತೆಗೆ ದಲಿತರ ಬಗ್ಗೆ ಅವಾಚ್ಯ ಶಬ್ದಗಳನ್ನು ಬಳಸಿ, ಜಾತಿ ನಿಂದನೆ ಮಾಡಿರುವುದು ಅತ್ಯಂತ ಹೇಯ ಕೃತ್ಯವಾಗಿದ್ದು ಇದನ್ನು ಖಂಡಿಸುತ್ತೇವೆ. ಕೂಡಲೇ ಶಾಸಕ ಮುನಿರತ್ನ ಅವರ ಮೇಲೆ ಕ್ರಮ ಕೈಗೊಂಡು ಜಾತಿ ನಿಂದನೆ ಮತ್ತು ಅಶ್ಲೀಲ ಪದ ಬಳಕೆಗೆ ಶಾಸಕ ಸ್ಥಾನದಿಂದ ವಜಾಗೊಳಿಸಿ ಗಡಿಪಾರು ಮಾಡಬೇಕು ಎಂದು ಒತ್ತಾಯಿಸಿದರು. ಕೂಡಲೇ ಸರ್ಕಾರ ಆರೋಪಿ ವಿರುದ್ಧ ಕಠಿಣ ಕ್ರಮ ಕೈಗೊಳ್ಳಬೇಕೆಂದು ಆಗ್ರಹಿಸಿದರು. ಮುನಿರತ್ನ ಅವರ ವರ್ತನೆ ಸಂವಿಧಾನ ವಿರೋಧಿಯಾಗಿದ್ದು ಮುಂದೆ ಯಾವುದೇ ಚುನಾವಣೆಯಲ್ಲಿ ಅವರು ಸ್ಪರ್ಧಿಸದಂತೆ (638, 240, 774, 390)
masthead-tagline: ಕನ್ನಡ ದಿನಪತ್ರಿಕೆ (118, 5, 169, 16)
story2-photo (638, 126, 918, 236)
